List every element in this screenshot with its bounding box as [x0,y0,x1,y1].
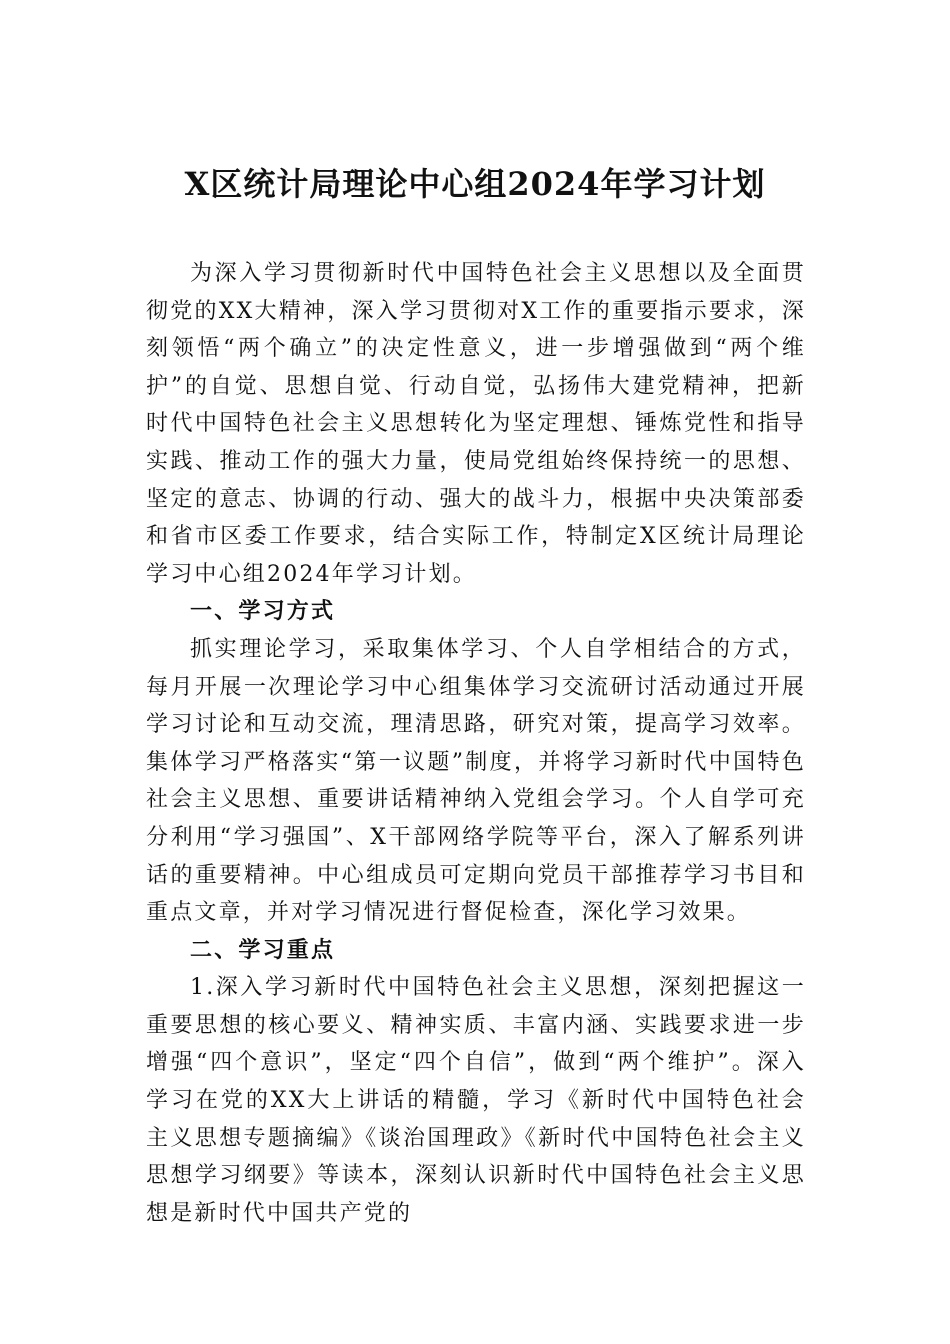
study-focus-item-1: 1.深入学习新时代中国特色社会主义思想，深刻把握这一重要思想的核心要义、精神实质、丰富内涵、实践要求进一步增强“四个意识”，坚定“四个自信”，做到“两个维护”。深入学习在党的XX大上讲话的精髓，学习《新时代中国特色社会主义思想专题摘编》《谈治国理政》《新时代中国特色社会主义思想学习纲要》等读本，深刻认识新时代中国特色社会主义思想是新时代中国共产党的 [146,975,806,1226]
document-body [146,255,806,1232]
document-title: X区统计局理论中心组2024年学习计划 [184,165,766,203]
intro-paragraph: 为深入学习贯彻新时代中国特色社会主义思想以及全面贯彻党的XX大精神，深入学习贯彻对X工作的重要指示要求，深刻领悟“两个确立”的决定性意义，进一步增强做到“两个维护”的自觉、思想自觉、行动自觉，弘扬伟大建党精神，把新时代中国特色社会主义思想转化为坚定理想、锤炼党性和指导实践、推动工作的强大力量，使局党组始终保持统一的思想、坚定的意志、协调的行动、强大的战斗力，根据中央决策部委和省市区委工作要求，结合实际工作，特制定X区统计局理论学习中心组2024年学习计划。 [146,261,806,587]
section-heading-study-method: 一、学习方式 [190,598,336,625]
section-heading-study-focus: 二、学习重点 [190,936,336,963]
study-method-paragraph: 抓实理论学习，采取集体学习、个人自学相结合的方式，每月开展一次理论学习中心组集体学习交流研讨活动通过开展学习讨论和互动交流，理清思路，研究对策，提高学习效率。集体学习严格落实“第一议题”制度，并将学习新时代中国特色社会主义思想、重要讲话精神纳入党组会学习。个人自学可充分利用“学习强国”、X干部网络学院等平台，深入了解系列讲话的重要精神。中心组成员可定期向党员干部推荐学习书目和重点文章，并对学习情况进行督促检查，深化学习效果。 [146,636,806,926]
